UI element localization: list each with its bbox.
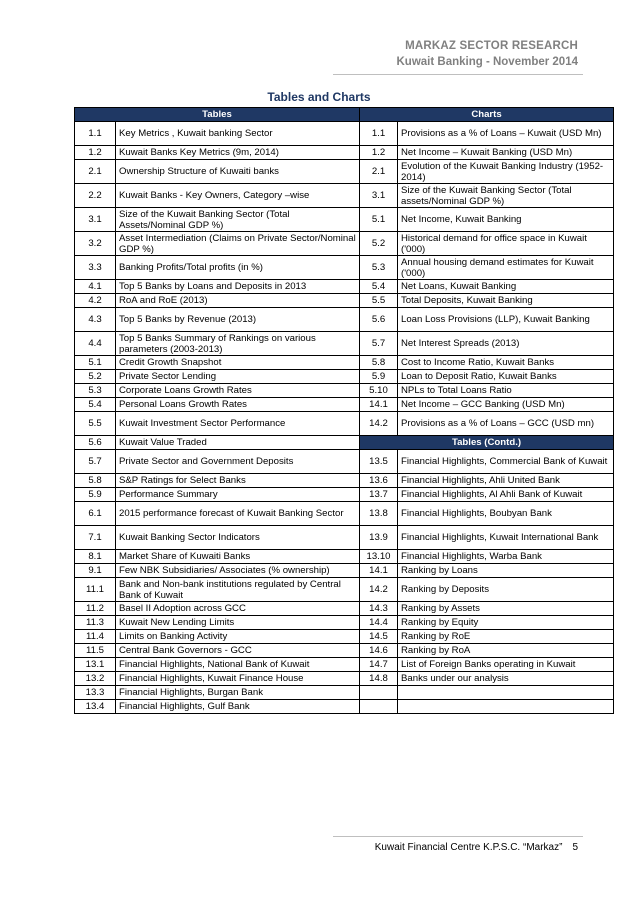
table-row (75, 602, 614, 616)
chart-title: Banks under our analysis (398, 672, 614, 686)
footer-rule (333, 836, 583, 837)
chart-number: 13.10 (360, 550, 398, 564)
table-title: Financial Highlights, Gulf Bank (116, 700, 360, 714)
table-row (75, 308, 614, 332)
chart-title: Loan Loss Provisions (LLP), Kuwait Banking (398, 308, 614, 332)
table-number: 8.1 (75, 550, 116, 564)
chart-number: 5.2 (360, 232, 398, 256)
table-title: Basel II Adoption across GCC (116, 602, 360, 616)
chart-title: Historical demand for office space in Kuwait ('000) (398, 232, 614, 256)
table-number: 5.8 (75, 474, 116, 488)
table-row (75, 630, 614, 644)
chart-title: Net Income, Kuwait Banking (398, 208, 614, 232)
chart-title: Net Income – GCC Banking (USD Mn) (398, 398, 614, 412)
header-report: Kuwait Banking - November 2014 (396, 56, 578, 68)
chart-number: 13.5 (360, 450, 398, 474)
table-title: Banking Profits/Total profits (in %) (116, 256, 360, 280)
table-number: 11.3 (75, 616, 116, 630)
table-row (75, 644, 614, 658)
table-number: 13.3 (75, 686, 116, 700)
chart-title: Financial Highlights, Kuwait International Bank (398, 526, 614, 550)
table-number: 3.2 (75, 232, 116, 256)
chart-number: 14.5 (360, 630, 398, 644)
table-title: Ownership Structure of Kuwaiti banks (116, 160, 360, 184)
page-footer (375, 842, 578, 853)
table-number: 5.5 (75, 412, 116, 436)
table-row (75, 686, 614, 700)
table-number: 4.4 (75, 332, 116, 356)
chart-number: 13.7 (360, 488, 398, 502)
table-row (75, 356, 614, 370)
table-title: RoA and RoE (2013) (116, 294, 360, 308)
table-row (75, 184, 614, 208)
table-number: 11.1 (75, 578, 116, 602)
chart-number: 14.4 (360, 616, 398, 630)
chart-number: 1.2 (360, 146, 398, 160)
table-title: Top 5 Banks by Loans and Deposits in 2013 (116, 280, 360, 294)
chart-title: Loan to Deposit Ratio, Kuwait Banks (398, 370, 614, 384)
table-row (75, 160, 614, 184)
table-title: Key Metrics , Kuwait banking Sector (116, 122, 360, 146)
chart-title: Financial Highlights, Warba Bank (398, 550, 614, 564)
chart-title: Total Deposits, Kuwait Banking (398, 294, 614, 308)
table-row (75, 672, 614, 686)
chart-number: 5.9 (360, 370, 398, 384)
chart-title: Provisions as a % of Loans – GCC (USD mn) (398, 412, 614, 436)
table-number: 5.6 (75, 436, 116, 450)
header-rule (333, 74, 583, 75)
table-number: 13.1 (75, 658, 116, 672)
table-row (75, 700, 614, 714)
chart-number: 1.1 (360, 122, 398, 146)
table-title: Kuwait Banks Key Metrics (9m, 2014) (116, 146, 360, 160)
chart-title: Net Income – Kuwait Banking (USD Mn) (398, 146, 614, 160)
table-row (75, 232, 614, 256)
table-row (75, 294, 614, 308)
table-number: 5.4 (75, 398, 116, 412)
page-header (397, 38, 579, 70)
table-row (75, 578, 614, 602)
table-title: S&P Ratings for Select Banks (116, 474, 360, 488)
chart-number (360, 700, 398, 714)
table-number: 5.3 (75, 384, 116, 398)
header-org: MARKAZ SECTOR RESEARCH (405, 40, 578, 52)
table-row (75, 370, 614, 384)
table-row (75, 616, 614, 630)
table-title: Kuwait Banking Sector Indicators (116, 526, 360, 550)
chart-title: Ranking by Equity (398, 616, 614, 630)
chart-title: Ranking by Deposits (398, 578, 614, 602)
table-number: 5.9 (75, 488, 116, 502)
table-row (75, 384, 614, 398)
table-title: Financial Highlights, Burgan Bank (116, 686, 360, 700)
footer-company: Kuwait Financial Centre K.P.S.C. “Markaz” (374, 842, 563, 853)
table-title: Bank and Non-bank institutions regulated by Central Bank of Kuwait (116, 578, 360, 602)
chart-title: Financial Highlights, Boubyan Bank (398, 502, 614, 526)
table-title: Size of the Kuwait Banking Sector (Total Assets/Nominal GDP %) (116, 208, 360, 232)
table-number: 5.1 (75, 356, 116, 370)
chart-title: NPLs to Total Loans Ratio (398, 384, 614, 398)
table-row (75, 658, 614, 672)
table-title: Asset Intermediation (Claims on Private Sector/Nominal GDP %) (116, 232, 360, 256)
table-row (75, 502, 614, 526)
chart-number: 13.8 (360, 502, 398, 526)
table-title: Financial Highlights, National Bank of Kuwait (116, 658, 360, 672)
table-title: Private Sector Lending (116, 370, 360, 384)
table-title: Market Share of Kuwaiti Banks (116, 550, 360, 564)
chart-title (398, 686, 614, 700)
table-number: 9.1 (75, 564, 116, 578)
table-number: 13.2 (75, 672, 116, 686)
chart-number: 13.9 (360, 526, 398, 550)
chart-number: 2.1 (360, 160, 398, 184)
table-row (75, 412, 614, 436)
chart-number: 13.6 (360, 474, 398, 488)
table-number: 5.7 (75, 450, 116, 474)
table-number: 3.3 (75, 256, 116, 280)
table-row (75, 332, 614, 356)
table-title: Private Sector and Government Deposits (116, 450, 360, 474)
table-number: 4.1 (75, 280, 116, 294)
table-title: Kuwait Value Traded (116, 436, 360, 450)
chart-number: 14.8 (360, 672, 398, 686)
chart-number: 14.1 (360, 398, 398, 412)
table-title: Kuwait Banks - Key Owners, Category –wise (116, 184, 360, 208)
table-title: Top 5 Banks by Revenue (2013) (116, 308, 360, 332)
table-number: 4.2 (75, 294, 116, 308)
table-number: 11.5 (75, 644, 116, 658)
chart-title: Net Interest Spreads (2013) (398, 332, 614, 356)
chart-number: 3.1 (360, 184, 398, 208)
table-number: 7.1 (75, 526, 116, 550)
tables-column-header: Tables (75, 108, 360, 122)
chart-title: Ranking by RoE (398, 630, 614, 644)
chart-title: Ranking by Assets (398, 602, 614, 616)
chart-number: 5.6 (360, 308, 398, 332)
chart-number: 5.5 (360, 294, 398, 308)
table-number: 1.1 (75, 122, 116, 146)
table-title: Personal Loans Growth Rates (116, 398, 360, 412)
table-row (75, 550, 614, 564)
page-number: 5 (572, 842, 578, 853)
page-title: Tables and Charts (267, 90, 371, 104)
chart-number: 5.8 (360, 356, 398, 370)
table-title: Performance Summary (116, 488, 360, 502)
chart-number: 5.1 (360, 208, 398, 232)
table-number: 11.4 (75, 630, 116, 644)
table-number: 11.2 (75, 602, 116, 616)
table-row (75, 474, 614, 488)
table-title: Central Bank Governors - GCC (116, 644, 360, 658)
table-title: 2015 performance forecast of Kuwait Banking Sector (116, 502, 360, 526)
table-row (75, 122, 614, 146)
table-row (75, 280, 614, 294)
table-number: 1.2 (75, 146, 116, 160)
table-row (75, 146, 614, 160)
table-number: 5.2 (75, 370, 116, 384)
chart-title: Annual housing demand estimates for Kuwait ('000) (398, 256, 614, 280)
table-title: Corporate Loans Growth Rates (116, 384, 360, 398)
chart-title: Cost to Income Ratio, Kuwait Banks (398, 356, 614, 370)
charts-column-header: Charts (360, 108, 614, 122)
table-row (75, 488, 614, 502)
section-header-tables-contd: Tables (Contd.) (360, 436, 614, 450)
table-row (75, 450, 614, 474)
chart-number: 14.2 (360, 578, 398, 602)
chart-title: List of Foreign Banks operating in Kuwait (398, 658, 614, 672)
chart-title: Net Loans, Kuwait Banking (398, 280, 614, 294)
chart-title: Financial Highlights, Ahli United Bank (398, 474, 614, 488)
table-title: Credit Growth Snapshot (116, 356, 360, 370)
table-row (75, 256, 614, 280)
chart-number: 14.6 (360, 644, 398, 658)
chart-number: 5.3 (360, 256, 398, 280)
table-title: Kuwait New Lending Limits (116, 616, 360, 630)
table-title: Top 5 Banks Summary of Rankings on various parameters (2003-2013) (116, 332, 360, 356)
chart-title: Size of the Kuwait Banking Sector (Total assets/Nominal GDP %) (398, 184, 614, 208)
chart-number (360, 686, 398, 700)
table-number: 4.3 (75, 308, 116, 332)
chart-title: Ranking by Loans (398, 564, 614, 578)
table-number: 2.2 (75, 184, 116, 208)
table-row (75, 564, 614, 578)
table-body (75, 122, 614, 714)
table-row (75, 526, 614, 550)
table-row (75, 398, 614, 412)
table-title: Few NBK Subsidiaries/ Associates (% ownership) (116, 564, 360, 578)
chart-title: Financial Highlights, Commercial Bank of Kuwait (398, 450, 614, 474)
table-title: Kuwait Investment Sector Performance (116, 412, 360, 436)
table-number: 2.1 (75, 160, 116, 184)
contents-table (74, 107, 614, 714)
chart-number: 14.3 (360, 602, 398, 616)
table-title: Limits on Banking Activity (116, 630, 360, 644)
table-row (75, 436, 614, 450)
chart-title: Financial Highlights, Al Ahli Bank of Kuwait (398, 488, 614, 502)
chart-number: 5.4 (360, 280, 398, 294)
chart-title: Ranking by RoA (398, 644, 614, 658)
table-title: Financial Highlights, Kuwait Finance House (116, 672, 360, 686)
table-row (75, 208, 614, 232)
chart-number: 14.7 (360, 658, 398, 672)
table-number: 6.1 (75, 502, 116, 526)
table-number: 13.4 (75, 700, 116, 714)
chart-number: 14.2 (360, 412, 398, 436)
table-number: 3.1 (75, 208, 116, 232)
chart-number: 5.7 (360, 332, 398, 356)
chart-title: Provisions as a % of Loans – Kuwait (USD Mn) (398, 122, 614, 146)
chart-number: 14.1 (360, 564, 398, 578)
chart-title (398, 700, 614, 714)
chart-number: 5.10 (360, 384, 398, 398)
table-header-row (75, 108, 614, 122)
chart-title: Evolution of the Kuwait Banking Industry (1952-2014) (398, 160, 614, 184)
